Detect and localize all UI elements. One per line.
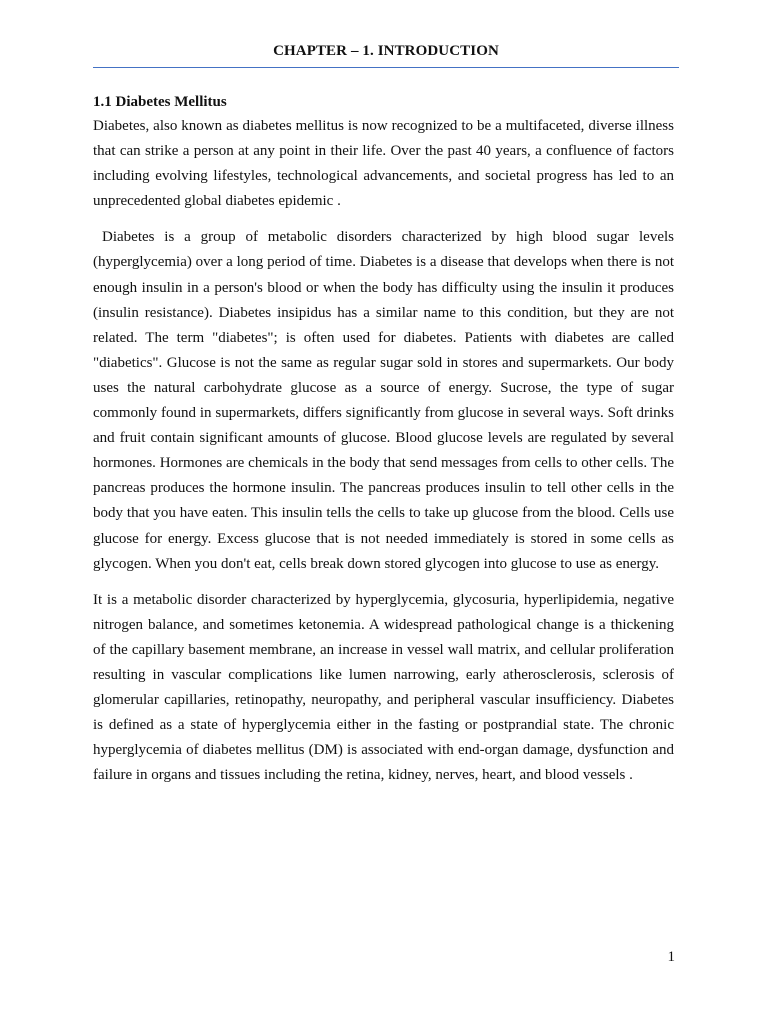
paragraph-intro: Diabetes, also known as diabetes mellitus is now recognized to be a multifaceted, diverse illness that can strike a person at any point in their life. Over the past 40 years, a confluence of factors including evolving lifestyles, technological advancements, and societal progress has led to an unprecedented global diabetes epidemic . — [93, 118, 674, 210]
paragraph-pathology: It is a metabolic disorder characterized by hyperglycemia, glycosuria, hyperlipidemia, negative nitrogen balance, and sometimes ketonemia. A widespread pathological change is a thickening of the capillary basement membrane, an increase in vessel wall matrix, and cellular proliferation resulting in vascular complications like lumen narrowing, early atherosclerosis, sclerosis of glomerular capillaries, retinopathy, neuropathy, and peripheral vascular insufficiency. Diabetes is defined as a state of hyperglycemia either in the fasting or postprandial state. The chronic hyperglycemia of diabetes mellitus (DM) is associated with end-organ damage, dysfunction and failure in organs and tissues including the retina, kidney, nerves, heart, and blood vessels . — [93, 591, 674, 784]
paragraph-definition: Diabetes is a group of metabolic disorders characterized by high blood sugar levels (hyperglycemia) over a long period of time. Diabetes is a disease that develops when there is not enough insulin in a person's blood or when the body has difficulty using the insulin it produces (insulin resistance). Diabetes insipidus has a similar name to this condition, but they are not related. The term "diabetes"; is often used for diabetes. Patients with diabetes are called "diabetics". Glucose is not the same as regular sugar sold in stores and supermarkets. Our body uses the natural carbohydrate glucose as a source of energy. Sucrose, the type of sugar commonly found in supermarkets, differs significantly from glucose in several ways. Soft drinks and fruit contain significant amounts of glucose. Blood glucose levels are regulated by several hormones. Hormones are chemicals in the body that send messages from cells to other cells. The pancreas produces the hormone insulin. The pancreas produces insulin to tell other cells in the body that you have eaten. This insulin tells the cells to take up glucose from the blood. Cells use glucose for energy. Excess glucose that is not needed immediately is stored in some cells as glycogen. When you don't eat, cells break down stored glycogen into glucose to use as energy. — [93, 229, 674, 572]
page-number: 1 — [667, 949, 675, 965]
section-body — [93, 92, 674, 788]
section-heading: 1.1 Diabetes Mellitus — [93, 94, 227, 110]
header-divider — [93, 67, 679, 68]
chapter-title: CHAPTER – 1. INTRODUCTION — [273, 43, 499, 59]
